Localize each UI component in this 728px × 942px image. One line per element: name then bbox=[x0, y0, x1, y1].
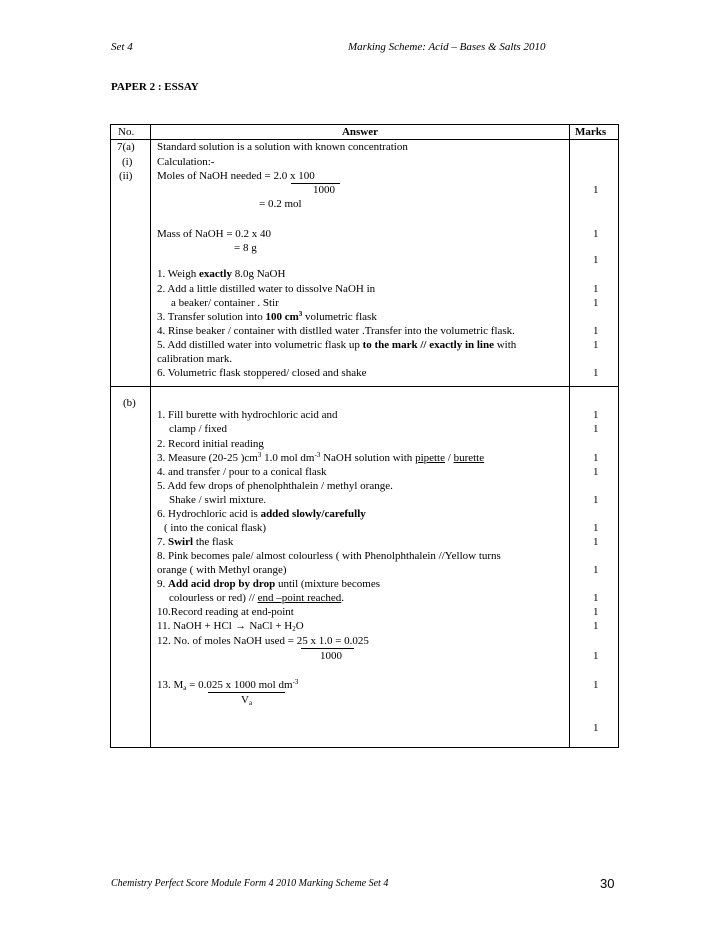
answer-line: ( into the conical flask) bbox=[164, 522, 267, 534]
section-title: PAPER 2 : ESSAY bbox=[111, 81, 199, 93]
mark-value: 1 bbox=[593, 592, 599, 604]
answer-line: clamp / fixed bbox=[169, 423, 228, 435]
mark-value: 1 bbox=[593, 409, 599, 421]
answer-line: 4. Rinse beaker / container with distlled water .Transfer into the volumetric flask. bbox=[157, 325, 515, 337]
question-number: (b) bbox=[123, 397, 136, 409]
mark-value: 1 bbox=[593, 339, 599, 351]
question-number: (i) bbox=[122, 156, 133, 168]
answer-line: 3. Transfer solution into 100 $cm^3$ volumetric flask bbox=[157, 310, 377, 323]
footer-text: Chemistry Perfect Score Module Form 4 2010 Marking Scheme Set 4 bbox=[111, 878, 389, 889]
answer-line: 7. Swirl the flask bbox=[157, 536, 234, 548]
question-number: (ii) bbox=[119, 170, 133, 182]
page-number: 30 bbox=[600, 876, 615, 891]
mark-value: 1 bbox=[593, 325, 599, 337]
answer-line: 4. and transfer / pour to a conical flask bbox=[157, 466, 327, 478]
answer-line: 13. $M_a = 0.025$ x 1000 mol $dm^{-3}$ bbox=[157, 678, 299, 692]
answer-line: Calculation:- bbox=[157, 156, 215, 168]
mark-value: 1 bbox=[593, 679, 599, 691]
column-header-answer: Answer bbox=[341, 126, 379, 138]
answer-line: 2. Record initial reading bbox=[157, 438, 264, 450]
mark-value: 1 bbox=[593, 452, 599, 464]
answer-line: 3. Measure (20-25 )$cm^3$ 1.0 mol $dm^{-3}$ NaOH solution with pipette / burette bbox=[157, 451, 485, 464]
fraction-bar bbox=[301, 648, 354, 649]
answer-line: 1. Fill burette with hydrochloric acid and bbox=[157, 409, 338, 421]
answer-line: calibration mark. bbox=[157, 353, 233, 365]
answer-line: Moles of NaOH needed = 2.0 x 100 bbox=[157, 170, 315, 182]
mark-value: 1 bbox=[593, 184, 599, 196]
answer-line: 5. Add distilled water into volumetric flask up to the mark // exactly in line with bbox=[157, 339, 517, 351]
mark-value: 1 bbox=[593, 228, 599, 240]
mark-value: 1 bbox=[593, 367, 599, 379]
mark-value: 1 bbox=[593, 606, 599, 618]
answer-table bbox=[110, 124, 619, 748]
mark-value: 1 bbox=[593, 620, 599, 632]
answer-line: 6. Hydrochloric acid is added slowly/carefully bbox=[157, 508, 366, 520]
mark-value: 1 bbox=[593, 564, 599, 576]
answer-line: 1. Weigh exactly 8.0g NaOH bbox=[157, 268, 286, 280]
answer-line: $V_a$ bbox=[241, 694, 253, 707]
mark-value: 1 bbox=[593, 650, 599, 662]
answer-line: 9. Add acid drop by drop until (mixture becomes bbox=[157, 578, 380, 590]
column-header-marks: Marks bbox=[575, 126, 607, 138]
answer-line: orange ( with Methyl orange) bbox=[157, 564, 287, 576]
answer-line: 10.Record reading at end-point bbox=[157, 606, 294, 618]
question-number: 7(a) bbox=[117, 141, 135, 153]
mark-value: 1 bbox=[593, 254, 599, 266]
column-divider-marks bbox=[569, 124, 570, 748]
answer-line: = 0.2 mol bbox=[259, 198, 302, 210]
fraction-bar bbox=[208, 692, 285, 693]
answer-line: 8. Pink becomes pale/ almost colourless ( with Phenolphthalein //Yellow turns bbox=[157, 550, 501, 562]
answer-line: 11. NaOH + HCl → NaCl + $H_2O$ bbox=[157, 620, 304, 633]
column-header-no: No. bbox=[118, 126, 135, 138]
mark-value: 1 bbox=[593, 423, 599, 435]
column-divider-no bbox=[150, 124, 151, 748]
answer-line: colourless or red) // end –point reached. bbox=[169, 592, 345, 604]
answer-line: Standard solution is a solution with known concentration bbox=[157, 141, 408, 153]
answer-line: 1000 bbox=[320, 650, 342, 662]
answer-line: = 8 g bbox=[234, 242, 257, 254]
mark-value: 1 bbox=[593, 466, 599, 478]
answer-line: 2. Add a little distilled water to dissolve NaOH in bbox=[157, 283, 376, 295]
mark-value: 1 bbox=[593, 722, 599, 734]
mark-value: 1 bbox=[593, 494, 599, 506]
header-set: Set 4 bbox=[111, 41, 133, 53]
answer-line: 12. No. of moles NaOH used = 25 x 1.0 = 0.025 bbox=[157, 635, 369, 647]
mark-value: 1 bbox=[593, 297, 599, 309]
answer-line: 1000 bbox=[313, 184, 335, 196]
arrow-right-icon: → bbox=[235, 620, 247, 632]
section-divider bbox=[110, 386, 619, 387]
mark-value: 1 bbox=[593, 522, 599, 534]
answer-line: Shake / swirl mixture. bbox=[169, 494, 267, 506]
answer-line: 6. Volumetric flask stoppered/ closed and shake bbox=[157, 367, 367, 379]
answer-line: a beaker/ container . Stir bbox=[171, 297, 279, 309]
mark-value: 1 bbox=[593, 283, 599, 295]
answer-line: 5. Add few drops of phenolphthalein / methyl orange. bbox=[157, 480, 393, 492]
header-row-divider bbox=[110, 139, 619, 140]
mark-value: 1 bbox=[593, 536, 599, 548]
answer-line: Mass of NaOH = 0.2 x 40 bbox=[157, 228, 272, 240]
header-title: Marking Scheme: Acid – Bases & Salts 2010 bbox=[348, 41, 546, 53]
